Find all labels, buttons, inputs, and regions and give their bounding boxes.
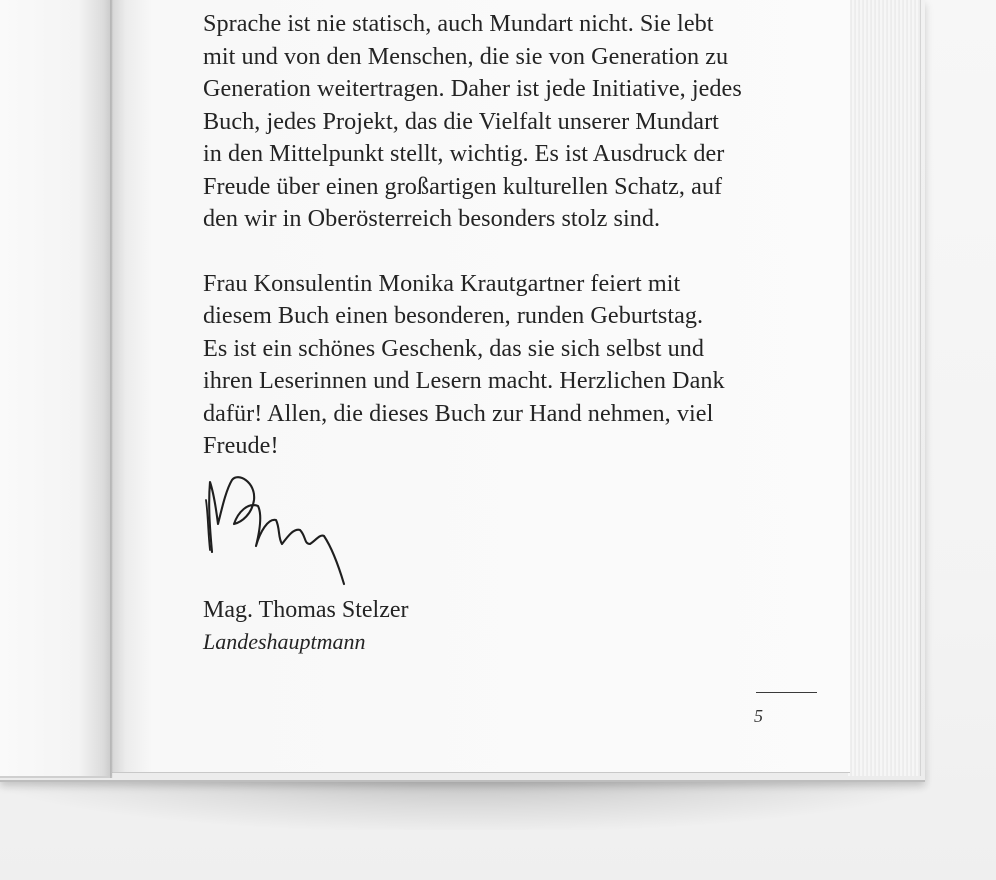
text-line: Generation weitertragen. Daher ist jede Initiative, jedes [203, 75, 742, 102]
left-page [0, 0, 112, 778]
text-line: Es ist ein schönes Geschenk, das sie sich selbst und [203, 334, 705, 362]
page-number: 5 [754, 706, 763, 726]
text-line: Buch, jedes Projekt, das die Vielfalt unserer Mundart [203, 107, 719, 135]
text-line: Freude über einen großartigen kulturellen Schatz, auf [203, 172, 723, 200]
paragraph-1 [203, 8, 763, 236]
handwritten-signature [198, 472, 358, 590]
text-line: dafür! Allen, die dieses Buch zur Hand nehmen, viel [203, 399, 714, 427]
text-line: Freude! [203, 432, 279, 459]
signatory-name: Mag. Thomas Stelzer [203, 597, 409, 623]
text-line: mit und von den Menschen, die sie von Generation zu [203, 42, 729, 70]
page-number-rule [756, 692, 817, 693]
signatory-title: Landeshauptmann [203, 629, 366, 654]
page-edges [848, 0, 921, 776]
text-line: den wir in Oberösterreich besonders stolz sind. [203, 205, 661, 232]
paragraph-2 [203, 268, 763, 463]
body-text [203, 8, 763, 463]
text-line: Sprache ist nie statisch, auch Mundart nicht. Sie lebt [203, 10, 714, 37]
text-line: diesem Buch einen besonderen, runden Geburtstag. [203, 302, 704, 329]
text-line: in den Mittelpunkt stellt, wichtig. Es ist Ausdruck der [203, 140, 725, 167]
text-line: Frau Konsulentin Monika Krautgartner feiert mit [203, 269, 681, 297]
book-gutter [110, 0, 113, 778]
text-line: ihren Leserinnen und Lesern macht. Herzlichen Dank [203, 367, 725, 394]
